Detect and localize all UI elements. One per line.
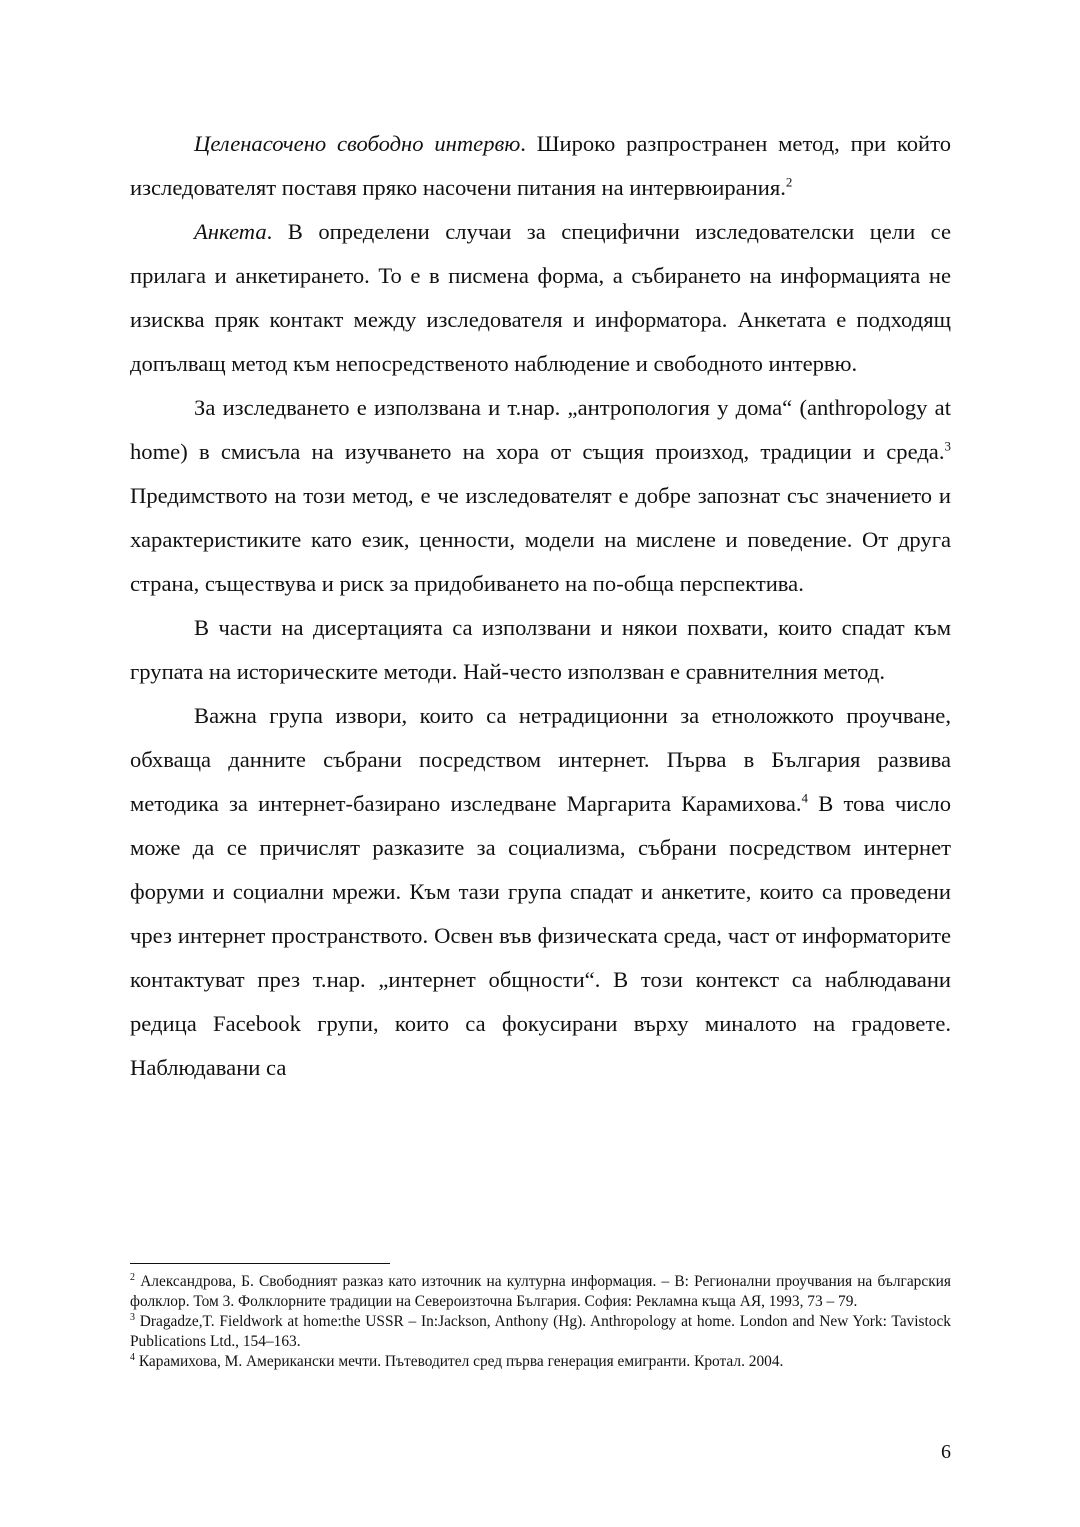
- paragraph-anthropology-at-home: [130, 386, 951, 606]
- footnotes: [130, 1272, 951, 1372]
- footnote-text: Карамихова, М. Американски мечти. Пътеводител сред първа генерация емигранти. Кротал. 2004.: [138, 1353, 784, 1370]
- paragraph-internet-sources: [130, 694, 951, 1090]
- footnote-4: [130, 1352, 951, 1372]
- footnote-2: [130, 1272, 951, 1312]
- paragraph-interview: [130, 122, 951, 210]
- paragraph-text: Важна група извори, които са нетрадиционни за етноложкото проучване, обхваща данните събрани посредством интернет. Първа в България развива методика за интернет-базирано изследване Маргарита Карамихова.: [130, 703, 951, 816]
- footnote-ref: 3: [944, 438, 951, 454]
- paragraph-survey: [130, 210, 951, 386]
- term-interview: Целенасочено свободно интервю: [194, 131, 521, 156]
- footnote-separator: [130, 1263, 390, 1264]
- paragraph-text: За изследването е използвана и т.нар. „антропология у дома“ (anthropology at home) в смисъла на изучването на хора от същия произход, традиции и среда.: [130, 395, 951, 464]
- paragraph-text: Предимството на този метод, е че изследователят е добре запознат със значението и характеристиките като език, ценности, модели на мислене и поведение. От друга страна, съществува и риск за придобиването на по-обща перспектива.: [130, 483, 951, 596]
- page-number: 6: [941, 1441, 951, 1463]
- paragraph-text: В части на дисертацията са използвани и някои похвати, които спадат към групата на историческите методи. Най-често използван е сравнителния метод.: [130, 615, 951, 684]
- footnote-ref: 2: [785, 174, 793, 190]
- term-survey: Анкета: [194, 219, 267, 244]
- paragraph-text: . Широко разпространен метод, при който изследователят поставя пряко насочени питания на интервюирания.: [130, 131, 951, 200]
- footnote-number: 3: [130, 1311, 135, 1323]
- paragraph-text: В това число може да се причислят разказите за социализма, събрани посредством интернет форуми и социални мрежи. Към тази група спадат и анкетите, които са проведени чрез интернет пространството. Освен във физическата среда, част от информаторите контактуват през т.нар. „интернет общности“. В този контекст са наблюдавани редица Facebook групи, които са фокусирани върху миналото на градовете. Наблюдавани са: [130, 791, 951, 1080]
- main-text: [130, 122, 951, 1090]
- footnote-number: 2: [130, 1271, 135, 1283]
- footnote-text: Александрова, Б. Свободният разказ като източник на културна информация. – В: Регионални проучвания на българския фолклор. Том 3. Фолклорните традиции на Североизточна България. София: Рекламна къща АЯ, 1993, 73 – 79.: [130, 1273, 951, 1310]
- footnote-ref: 4: [801, 790, 809, 806]
- footnote-3: [130, 1312, 951, 1352]
- paragraph-historical-methods: [130, 606, 951, 694]
- paragraph-text: . В определени случаи за специфични изследователски цели се прилага и анкетирането. То е в писмена форма, а събирането на информацията не изисква пряк контакт между изследователя и информатора. Анкетата е подходящ допълващ метод към непосредственото наблюдение и свободното интервю.: [130, 219, 951, 376]
- footnote-number: 4: [130, 1351, 135, 1363]
- footnote-text: Dragadze,T. Fieldwork at home:the USSR – In:Jackson, Anthony (Hg). Anthropology at home. London and New York: Tavistock Publications Ltd., 154–163.: [130, 1313, 951, 1350]
